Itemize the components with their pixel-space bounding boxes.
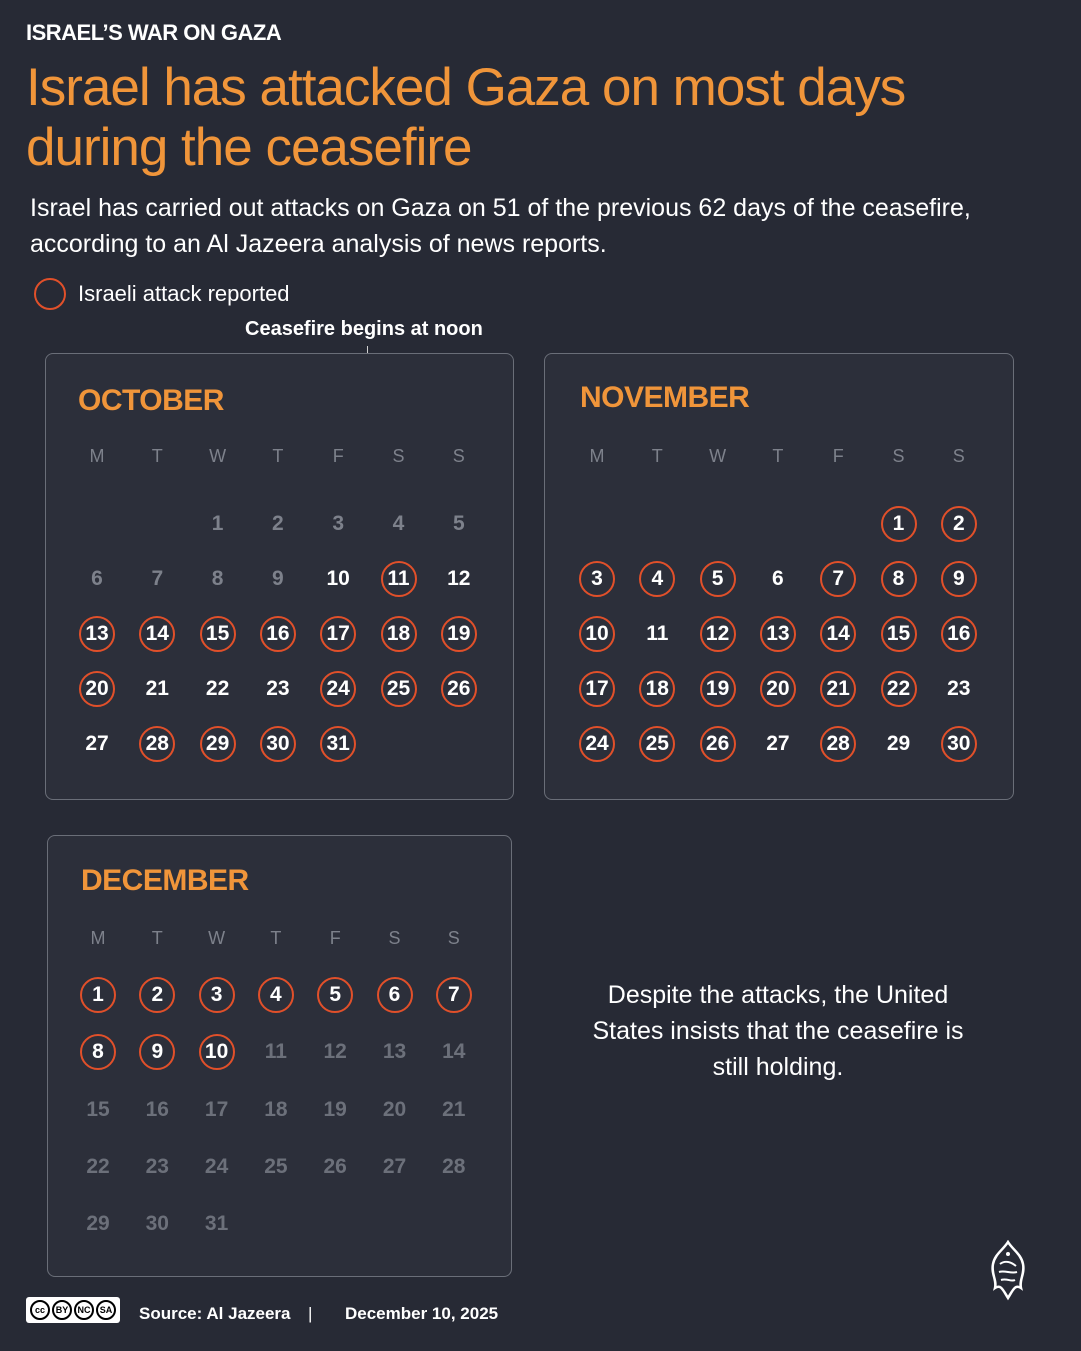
weekday-label: S xyxy=(447,928,460,948)
calendar-day-attack: 2 xyxy=(139,977,175,1013)
calendar-day: 23 xyxy=(266,677,290,700)
weekday-label: W xyxy=(709,446,727,466)
calendar-day: 13 xyxy=(382,1040,407,1064)
calendar-day: 24 xyxy=(204,1154,229,1178)
calendar-day-attack: 10 xyxy=(199,1034,235,1070)
calendar-day-attack: 28 xyxy=(820,726,856,762)
publish-date: December 10, 2025 xyxy=(345,1304,499,1323)
calendar-day: 8 xyxy=(211,567,224,590)
calendar-day: 12 xyxy=(323,1040,347,1064)
calendar-day-attack: 24 xyxy=(320,671,356,707)
nc-icon: NC xyxy=(74,1300,94,1320)
weekday-label: T xyxy=(151,928,163,948)
calendar-day-attack: 20 xyxy=(79,671,115,707)
calendar-day-attack: 30 xyxy=(260,726,296,762)
calendar-day-attack: 14 xyxy=(139,616,175,652)
cc-icon: cc xyxy=(30,1300,50,1320)
calendar-day-attack: 25 xyxy=(381,671,417,707)
calendar-october xyxy=(45,353,514,800)
calendar-day: 3 xyxy=(332,512,345,535)
calendar-day-attack: 19 xyxy=(441,616,477,652)
by-icon: BY xyxy=(52,1300,72,1320)
weekday-label: F xyxy=(329,928,341,948)
calendar-day-attack: 8 xyxy=(80,1034,116,1070)
calendar-day-attack: 30 xyxy=(941,726,977,762)
calendar-day-attack: 9 xyxy=(139,1034,175,1070)
subtitle: Israel has carried out attacks on Gaza on 51 of the previous 62 days of the ceasefire, according to an Al Jazeera analysis of news reports. xyxy=(30,194,971,258)
weekday-label: S xyxy=(892,446,905,466)
calendar-day: 18 xyxy=(264,1097,288,1121)
calendar-day: 9 xyxy=(272,567,284,590)
calendar-day-attack: 14 xyxy=(820,616,856,652)
calendar-december xyxy=(47,835,512,1277)
calendar-day: 11 xyxy=(646,622,669,645)
calendar-day: 30 xyxy=(145,1212,169,1236)
calendar-day: 20 xyxy=(382,1097,407,1121)
calendar-day-attack: 26 xyxy=(441,671,477,707)
calendar-day: 2 xyxy=(272,512,284,535)
calendar-day: 23 xyxy=(947,677,971,700)
weekday-label: M xyxy=(589,446,605,466)
kicker: ISRAEL’S WAR ON GAZA xyxy=(26,20,282,45)
page-title: Israel has attacked Gaza on most days during the ceasefire xyxy=(26,58,906,177)
calendar-day-attack: 17 xyxy=(579,671,615,707)
calendar-day: 21 xyxy=(145,677,169,700)
calendar-day-attack: 29 xyxy=(200,726,236,762)
attack-ring-icon xyxy=(34,278,66,310)
calendar-day: 11 xyxy=(264,1040,287,1064)
calendar-day-attack: 18 xyxy=(639,671,675,707)
legend xyxy=(34,276,290,312)
month-name: DECEMBER xyxy=(81,864,249,897)
calendar-day-attack: 1 xyxy=(881,506,917,542)
weekday-label: W xyxy=(209,446,227,466)
calendar-day: 29 xyxy=(86,1212,110,1236)
calendar-day: 22 xyxy=(205,677,230,700)
calendar-day-attack: 4 xyxy=(258,977,294,1013)
calendar-day: 27 xyxy=(766,732,790,755)
calendar-day: 16 xyxy=(145,1097,169,1121)
calendar-day-attack: 13 xyxy=(760,616,796,652)
calendar-day: 7 xyxy=(151,567,164,590)
legend-label: Israeli attack reported xyxy=(78,281,290,306)
calendar-day: 27 xyxy=(85,732,109,755)
calendar-day-attack: 9 xyxy=(941,561,977,597)
calendar-day: 1 xyxy=(211,512,224,535)
calendar-day-attack: 19 xyxy=(700,671,736,707)
calendar-day-attack: 3 xyxy=(199,977,235,1013)
calendar-day: 5 xyxy=(452,512,465,535)
license-badge xyxy=(26,1293,120,1327)
weekday-label: T xyxy=(272,446,284,466)
calendar-day: 22 xyxy=(86,1154,110,1178)
calendar-day: 31 xyxy=(204,1212,229,1236)
calendar-day-attack: 11 xyxy=(381,561,417,597)
calendar-day-attack: 22 xyxy=(881,671,917,707)
calendar-day-attack: 6 xyxy=(377,977,413,1013)
calendar-day-attack: 10 xyxy=(579,616,615,652)
weekday-label: M xyxy=(90,928,106,948)
weekday-label: S xyxy=(952,446,965,466)
weekday-label: M xyxy=(89,446,105,466)
calendar-day-attack: 5 xyxy=(700,561,736,597)
calendar-day: 15 xyxy=(86,1097,110,1121)
calendar-day: 14 xyxy=(442,1040,466,1064)
calendar-day: 28 xyxy=(442,1154,466,1178)
weekday-label: T xyxy=(772,446,784,466)
calendar-day-attack: 28 xyxy=(139,726,175,762)
calendar-day: 10 xyxy=(326,567,350,590)
footer-separator: | xyxy=(308,1304,313,1323)
calendar-day-attack: 7 xyxy=(820,561,856,597)
weekday-label: S xyxy=(392,446,405,466)
calendar-day: 27 xyxy=(382,1154,407,1178)
calendar-day: 6 xyxy=(91,567,103,590)
calendar-day-attack: 18 xyxy=(381,616,417,652)
calendar-day-attack: 3 xyxy=(579,561,615,597)
calendar-day: 26 xyxy=(323,1154,347,1178)
calendar-day-attack: 31 xyxy=(320,726,356,762)
calendar-day-attack: 25 xyxy=(639,726,675,762)
calendar-day-attack: 16 xyxy=(941,616,977,652)
calendar-day-attack: 2 xyxy=(941,506,977,542)
weekday-label: T xyxy=(651,446,663,466)
weekday-label: F xyxy=(832,446,844,466)
month-name: NOVEMBER xyxy=(580,381,750,414)
weekday-label: S xyxy=(388,928,401,948)
al-jazeera-logo-icon xyxy=(985,1240,1031,1302)
month-name: OCTOBER xyxy=(78,384,224,417)
calendar-november xyxy=(544,353,1014,800)
calendar-day: 12 xyxy=(447,567,471,590)
calendar-day-attack: 24 xyxy=(579,726,615,762)
calendar-day-attack: 16 xyxy=(260,616,296,652)
calendar-day-attack: 13 xyxy=(79,616,115,652)
calendar-day: 21 xyxy=(442,1097,466,1121)
weekday-label: T xyxy=(151,446,163,466)
side-note: Despite the attacks, the United States insists that the ceasefire is still holding. xyxy=(592,981,964,1081)
calendar-day-attack: 4 xyxy=(639,561,675,597)
calendar-day-attack: 5 xyxy=(317,977,353,1013)
calendar-day: 23 xyxy=(145,1154,169,1178)
calendar-day-attack: 17 xyxy=(320,616,356,652)
source-credit: Source: Al Jazeera xyxy=(139,1304,291,1323)
weekday-label: F xyxy=(332,446,344,466)
calendar-day-attack: 12 xyxy=(700,616,736,652)
calendar-day-attack: 15 xyxy=(200,616,236,652)
calendar-day-attack: 8 xyxy=(881,561,917,597)
calendar-day: 17 xyxy=(204,1097,229,1121)
calendar-day-attack: 1 xyxy=(80,977,116,1013)
weekday-label: T xyxy=(270,928,282,948)
calendar-day-attack: 21 xyxy=(820,671,856,707)
calendar-day-attack: 26 xyxy=(700,726,736,762)
sa-icon: SA xyxy=(96,1300,116,1320)
calendar-day: 25 xyxy=(264,1154,288,1178)
ceasefire-annotation: Ceasefire begins at noon xyxy=(245,318,483,340)
calendar-day: 4 xyxy=(392,512,405,535)
weekday-label: S xyxy=(452,446,465,466)
calendar-day: 6 xyxy=(772,567,784,590)
calendar-day-attack: 7 xyxy=(436,977,472,1013)
weekday-label: W xyxy=(208,928,226,948)
calendar-day: 19 xyxy=(323,1097,347,1121)
calendar-day: 29 xyxy=(886,732,911,755)
calendar-day-attack: 20 xyxy=(760,671,796,707)
calendar-day-attack: 15 xyxy=(881,616,917,652)
